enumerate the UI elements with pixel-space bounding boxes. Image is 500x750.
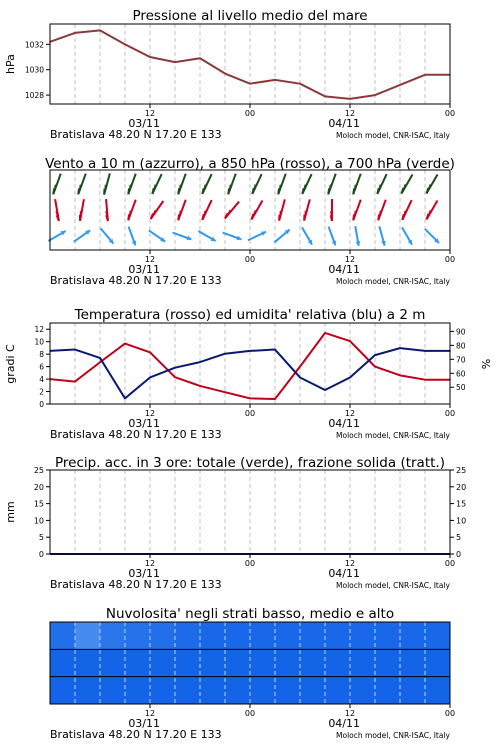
- temp_rh-frame: [50, 323, 450, 404]
- pressure-y-tick-label: 1028: [24, 91, 44, 101]
- pressure-series-line-point: [99, 30, 101, 32]
- wind-title: Vento a 10 m (azzurro), a 850 hPa (rosso), a 700 hPa (verde): [45, 156, 455, 172]
- clouds-location-label: Bratislava 48.20 N 17.20 E 133: [50, 728, 222, 741]
- clouds-day-label: 03/11: [128, 717, 161, 730]
- pressure-x-tick-label: 00: [444, 109, 456, 118]
- cloud-cell-medio: [50, 649, 76, 676]
- pressure-y-label: hPa: [4, 54, 17, 74]
- cloud-cell-alto: [350, 622, 376, 649]
- pressure-series-line-point: [74, 32, 76, 34]
- wind-barb-feather: [130, 185, 131, 190]
- pressure-series-line-point: [249, 83, 251, 85]
- precip-y-tick-right-label: 25: [456, 466, 467, 475]
- cloud-cell-basso: [275, 677, 301, 704]
- precip-model-credit: Moloch model, CNR-ISAC, Italy: [336, 581, 450, 590]
- temperature-series-line-point: [424, 379, 426, 381]
- cloud-cell-medio: [350, 649, 376, 676]
- temp_rh-x-tick-label: 12: [344, 409, 356, 418]
- cloud-cell-basso: [50, 677, 76, 704]
- pressure-series-line-point: [374, 94, 376, 96]
- wind-barb-700hpa: [78, 174, 86, 195]
- wind-barb-10m: [101, 228, 114, 243]
- pressure-day-label: 04/11: [328, 117, 361, 130]
- wind-barb-feather: [378, 214, 379, 220]
- precip-y-tick-label: 25: [33, 466, 44, 475]
- cloud-cell-alto: [275, 622, 301, 649]
- pressure-y-tick-label: 1030: [24, 65, 44, 75]
- pressure-series-line-point: [299, 83, 301, 85]
- wind-barb-feather: [377, 188, 378, 194]
- cloud-cell-alto: [250, 622, 276, 649]
- wind-barb-feather: [353, 214, 354, 220]
- humidity-series-line-point: [74, 349, 76, 351]
- wind-barb-850hpa: [279, 199, 285, 220]
- wind-barb-feather: [128, 188, 129, 194]
- wind-barb-feather: [204, 211, 205, 216]
- temp_rh-y-tick-label: 6: [39, 362, 44, 372]
- wind-barb-850hpa: [378, 200, 386, 221]
- precip-y-tick-right-label: 0: [456, 550, 462, 559]
- wind-barb-850hpa: [353, 200, 361, 221]
- temperature-series-line-point: [299, 366, 301, 368]
- wind-barb-feather: [180, 211, 181, 216]
- humidity-series-line-point: [424, 350, 426, 352]
- pressure-model-credit: Moloch model, CNR-ISAC, Italy: [336, 131, 450, 140]
- cloud-cell-alto: [375, 622, 401, 649]
- temp_rh-y-tick-label: 2: [39, 387, 44, 397]
- wind-barb-700hpa: [427, 174, 438, 193]
- pressure-x-tick-label: 12: [144, 109, 156, 118]
- cloud-cell-basso: [175, 677, 201, 704]
- temp_rh-day-label: 04/11: [328, 417, 361, 430]
- wind-barb-feather: [230, 185, 231, 190]
- cloud-cell-basso: [350, 677, 376, 704]
- temp_rh-x-tick-label: 00: [244, 409, 256, 418]
- temp_rh-y-tick-right-label: 80: [456, 341, 466, 351]
- cloud-cell-medio: [250, 649, 276, 676]
- wind-location-label: Bratislava 48.20 N 17.20 E 133: [50, 274, 222, 287]
- temperature-series-line-point: [99, 361, 101, 363]
- clouds-x-tick-label: 00: [244, 709, 256, 718]
- pressure-series-line-point: [124, 44, 126, 46]
- cloud-cell-basso: [100, 677, 126, 704]
- cloud-cell-medio: [100, 649, 126, 676]
- wind-barb-feather: [355, 185, 356, 190]
- precip-y-tick-label: 0: [38, 550, 44, 559]
- wind-frame: [50, 170, 450, 250]
- precip-y-label: mm: [4, 501, 17, 523]
- wind-barb-feather: [331, 211, 332, 216]
- wind-barb-feather: [55, 185, 56, 190]
- pressure-series-line-point: [174, 61, 176, 63]
- cloud-cell-alto: [100, 622, 126, 649]
- wind-barb-feather: [379, 185, 380, 190]
- wind-barb-850hpa: [202, 200, 211, 220]
- wind-barb-feather: [202, 214, 203, 220]
- pressure-x-tick-label: 12: [344, 109, 356, 118]
- wind-barb-feather: [178, 214, 179, 220]
- pressure-series-line-point: [199, 57, 201, 59]
- cloud-cell-medio: [300, 649, 326, 676]
- temp_rh-y-tick-right-label: 70: [456, 355, 466, 365]
- temp_rh-y-tick-label: 8: [39, 350, 44, 360]
- cloud-cell-basso: [425, 677, 451, 704]
- wind-barb-700hpa: [228, 174, 236, 195]
- wind-barb-10m: [248, 231, 266, 240]
- wind-barb-feather: [78, 188, 79, 194]
- wind-barb-feather: [228, 188, 229, 194]
- wind-barb-feather: [128, 214, 129, 220]
- wind-barb-700hpa: [278, 174, 286, 195]
- cloud-cell-alto: [200, 622, 226, 649]
- humidity-series-line-point: [299, 377, 301, 379]
- precip-y-tick-right-label: 10: [456, 516, 467, 526]
- humidity-series-line-point: [374, 354, 376, 356]
- cloud-cell-medio: [175, 649, 201, 676]
- wind-barb-feather: [402, 214, 403, 220]
- temp_rh-y-tick-right-label: 90: [456, 327, 466, 337]
- cloud-cell-alto: [75, 622, 101, 649]
- pressure-day-label: 03/11: [128, 117, 161, 130]
- precip-x-tick-label: 00: [244, 559, 256, 568]
- clouds-model-credit: Moloch model, CNR-ISAC, Italy: [336, 731, 450, 740]
- cloud-cell-medio: [325, 649, 351, 676]
- temp_rh-y-tick-label: 0: [39, 400, 44, 409]
- temperature-series-line-point: [324, 332, 326, 334]
- temp_rh-x-tick-label: 00: [444, 409, 456, 418]
- cloud-cell-alto: [125, 622, 151, 649]
- pressure-x-tick-label: 00: [244, 109, 256, 118]
- temperature-series-line-point: [274, 398, 276, 400]
- cloud-cell-basso: [300, 677, 326, 704]
- pressure-series-line-point: [149, 56, 151, 58]
- wind-barb-10m: [329, 227, 337, 246]
- pressure-series-line-point: [224, 73, 226, 75]
- humidity-series-line-point: [99, 357, 101, 359]
- wind-barb-feather: [53, 188, 54, 194]
- wind-barb-feather: [130, 211, 131, 216]
- precip-y-tick-label: 10: [33, 516, 44, 526]
- pressure-series-line-point: [424, 74, 426, 76]
- wind-barb-feather: [178, 188, 179, 194]
- cloud-cell-basso: [375, 677, 401, 704]
- wind-barb-700hpa: [53, 174, 61, 195]
- temp_rh-location-label: Bratislava 48.20 N 17.20 E 133: [50, 428, 222, 441]
- wind-x-tick-label: 00: [444, 255, 456, 264]
- humidity-series-line-point: [149, 377, 151, 379]
- wind-barb-feather: [154, 185, 155, 190]
- cloud-cell-medio: [425, 649, 451, 676]
- clouds-x-tick-label: 12: [344, 709, 356, 718]
- humidity-series-line-point: [249, 350, 251, 352]
- humidity-series-line-point: [124, 398, 126, 400]
- pressure-series-line-point: [349, 98, 351, 100]
- humidity-series-line-point: [399, 347, 401, 349]
- temp_rh-x-tick-label: 12: [144, 409, 156, 418]
- wind-barb-850hpa: [304, 199, 310, 220]
- pressure-y-tick-label: 1032: [24, 40, 44, 50]
- wind-barb-700hpa: [353, 174, 361, 195]
- wind-barb-850hpa: [331, 199, 332, 221]
- wind-x-tick-label: 12: [144, 255, 156, 264]
- wind-barb-700hpa: [328, 174, 336, 195]
- temperature-series-line-point: [174, 376, 176, 378]
- wind-barb-10m: [149, 230, 165, 241]
- wind-barb-feather: [151, 213, 153, 219]
- cloud-cell-alto: [300, 622, 326, 649]
- cloud-cell-basso: [225, 677, 251, 704]
- cloud-cell-basso: [400, 677, 426, 704]
- wind-barb-feather: [106, 211, 107, 216]
- wind-day-label: 04/11: [328, 263, 361, 276]
- wind-barb-feather: [152, 188, 153, 194]
- wind-barb-10m: [379, 226, 385, 245]
- wind-barb-850hpa: [402, 200, 411, 220]
- wind-barb-850hpa: [178, 200, 186, 221]
- clouds-x-tick-label: 00: [444, 709, 456, 718]
- wind-barb-850hpa: [151, 201, 164, 219]
- humidity-series-line-point: [174, 367, 176, 369]
- wind-barb-700hpa: [252, 174, 261, 194]
- cloud-cell-basso: [250, 677, 276, 704]
- cloud-cell-alto: [325, 622, 351, 649]
- precip-y-tick-label: 15: [33, 499, 44, 509]
- cloud-cell-alto: [150, 622, 176, 649]
- precip-x-tick-label: 12: [344, 559, 356, 568]
- pressure-series-line-point: [324, 96, 326, 98]
- wind-x-tick-label: 00: [244, 255, 256, 264]
- temp-y-label: gradi C: [4, 344, 17, 384]
- wind-barb-700hpa: [152, 174, 161, 194]
- humidity-series-line-point: [274, 349, 276, 351]
- precip-y-tick-right-label: 5: [456, 533, 462, 543]
- wind-barb-feather: [180, 185, 181, 190]
- wind-x-tick-label: 12: [344, 255, 356, 264]
- cloud-cell-alto: [425, 622, 451, 649]
- humidity-series-line-point: [349, 377, 351, 379]
- temperature-series-line-point: [149, 351, 151, 353]
- pressure-series-line-point: [274, 79, 276, 81]
- clouds-day-label: 04/11: [328, 717, 361, 730]
- wind-barb-feather: [278, 188, 279, 194]
- temperature-series-line-point: [224, 391, 226, 393]
- wind-barb-10m: [274, 230, 289, 243]
- cloud-cell-medio: [225, 649, 251, 676]
- temperature-series-line-point: [124, 343, 126, 345]
- wind-barb-850hpa: [106, 199, 108, 221]
- wind-barb-feather: [252, 188, 253, 194]
- cloud-cell-medio: [125, 649, 151, 676]
- wind-barb-feather: [228, 210, 230, 214]
- wind-barb-850hpa: [252, 200, 263, 219]
- temperature-series-line-point: [249, 398, 251, 400]
- wind-barb-700hpa: [104, 173, 110, 194]
- wind-barb-feather: [254, 185, 255, 190]
- wind-barb-10m: [302, 227, 312, 244]
- cloud-cell-medio: [375, 649, 401, 676]
- cloud-cell-alto: [175, 622, 201, 649]
- precip-day-label: 03/11: [128, 567, 161, 580]
- wind-barb-10m: [74, 230, 90, 241]
- wind-barb-700hpa: [178, 174, 186, 195]
- precip-day-label: 04/11: [328, 567, 361, 580]
- cloud-cell-medio: [275, 649, 301, 676]
- precip-y-tick-right-label: 15: [456, 499, 467, 509]
- cloud-cell-medio: [150, 649, 176, 676]
- wind-barb-feather: [80, 185, 81, 190]
- wind-barb-10m: [129, 227, 137, 246]
- wind-barb-feather: [330, 185, 331, 190]
- cloud-cell-basso: [200, 677, 226, 704]
- wind-barb-feather: [380, 211, 381, 216]
- cloud-cell-alto: [400, 622, 426, 649]
- humidity-y-label: %: [480, 358, 493, 370]
- cloud-cell-basso: [125, 677, 151, 704]
- cloud-cell-medio: [200, 649, 226, 676]
- clouds-x-tick-label: 12: [144, 709, 156, 718]
- wind-barb-10m: [355, 226, 360, 246]
- cloud-cell-medio: [400, 649, 426, 676]
- temp_rh-y-tick-label: 10: [34, 337, 44, 347]
- wind-barb-feather: [280, 185, 281, 190]
- wind-barb-feather: [404, 211, 405, 216]
- wind-barb-feather: [304, 185, 305, 190]
- wind-barb-700hpa: [402, 174, 413, 193]
- wind-barb-10m: [48, 231, 65, 241]
- wind-barb-feather: [202, 188, 203, 194]
- precip-y-tick-label: 20: [33, 482, 44, 492]
- temp_rh-y-tick-label: 12: [34, 325, 44, 335]
- wind-barb-850hpa: [80, 199, 84, 221]
- wind-model-credit: Moloch model, CNR-ISAC, Italy: [336, 277, 450, 286]
- clouds-title: Nuvolosita' negli strati basso, medio e alto: [105, 606, 395, 622]
- wind-barb-850hpa: [128, 200, 136, 221]
- precip-location-label: Bratislava 48.20 N 17.20 E 133: [50, 578, 222, 591]
- precip-x-tick-label: 00: [444, 559, 456, 568]
- wind-barb-10m: [198, 231, 215, 241]
- cloud-cell-basso: [325, 677, 351, 704]
- cloud-cell-alto: [50, 622, 76, 649]
- temp_rh-y-tick-right-label: 60: [456, 369, 466, 379]
- precip-y-tick-label: 5: [38, 533, 44, 543]
- cloud-cell-basso: [75, 677, 101, 704]
- cloud-cell-alto: [225, 622, 251, 649]
- wind-barb-850hpa: [225, 202, 239, 219]
- temperature-series-line-point: [374, 366, 376, 368]
- wind-barb-feather: [355, 211, 356, 216]
- humidity-series-line-point: [324, 389, 326, 391]
- wind-barb-700hpa: [128, 174, 136, 195]
- precip-title: Precip. acc. in 3 ore: totale (verde), frazione solida (tratt.): [55, 455, 445, 471]
- wind-barb-feather: [204, 185, 205, 190]
- wind-day-label: 03/11: [128, 263, 161, 276]
- temperature-series-line-point: [199, 385, 201, 387]
- temp_rh-model-credit: Moloch model, CNR-ISAC, Italy: [336, 431, 450, 440]
- wind-barb-feather: [353, 188, 354, 194]
- cloud-cell-basso: [150, 677, 176, 704]
- temperature-series-line-point: [349, 340, 351, 342]
- temp_rh-y-tick-label: 4: [39, 375, 44, 385]
- temperature-series-line-point: [399, 375, 401, 377]
- wind-barb-10m: [425, 229, 439, 243]
- wind-barb-700hpa: [377, 174, 386, 194]
- humidity-series-line-point: [224, 353, 226, 355]
- temp_rh-title: Temperatura (rosso) ed umidita' relativa (blu) a 2 m: [74, 307, 426, 323]
- temp_rh-day-label: 03/11: [128, 417, 161, 430]
- temperature-series-line-point: [74, 381, 76, 383]
- wind-barb-850hpa: [427, 200, 438, 219]
- temp_rh-y-tick-right-label: 50: [456, 383, 466, 393]
- pressure-location-label: Bratislava 48.20 N 17.20 E 133: [50, 128, 222, 141]
- precip-y-tick-right-label: 20: [456, 482, 467, 492]
- wind-barb-feather: [328, 188, 329, 194]
- pressure-title: Pressione al livello medio del mare: [132, 8, 368, 24]
- wind-barb-700hpa: [302, 174, 311, 194]
- wind-barb-feather: [302, 188, 303, 194]
- wind-barb-850hpa: [55, 199, 59, 221]
- wind-barb-10m: [402, 227, 412, 244]
- precip-x-tick-label: 12: [144, 559, 156, 568]
- pressure-series-line-point: [399, 84, 401, 86]
- humidity-series-line-point: [199, 361, 201, 363]
- wind-barb-700hpa: [202, 174, 211, 194]
- cloud-cell-medio: [75, 649, 101, 676]
